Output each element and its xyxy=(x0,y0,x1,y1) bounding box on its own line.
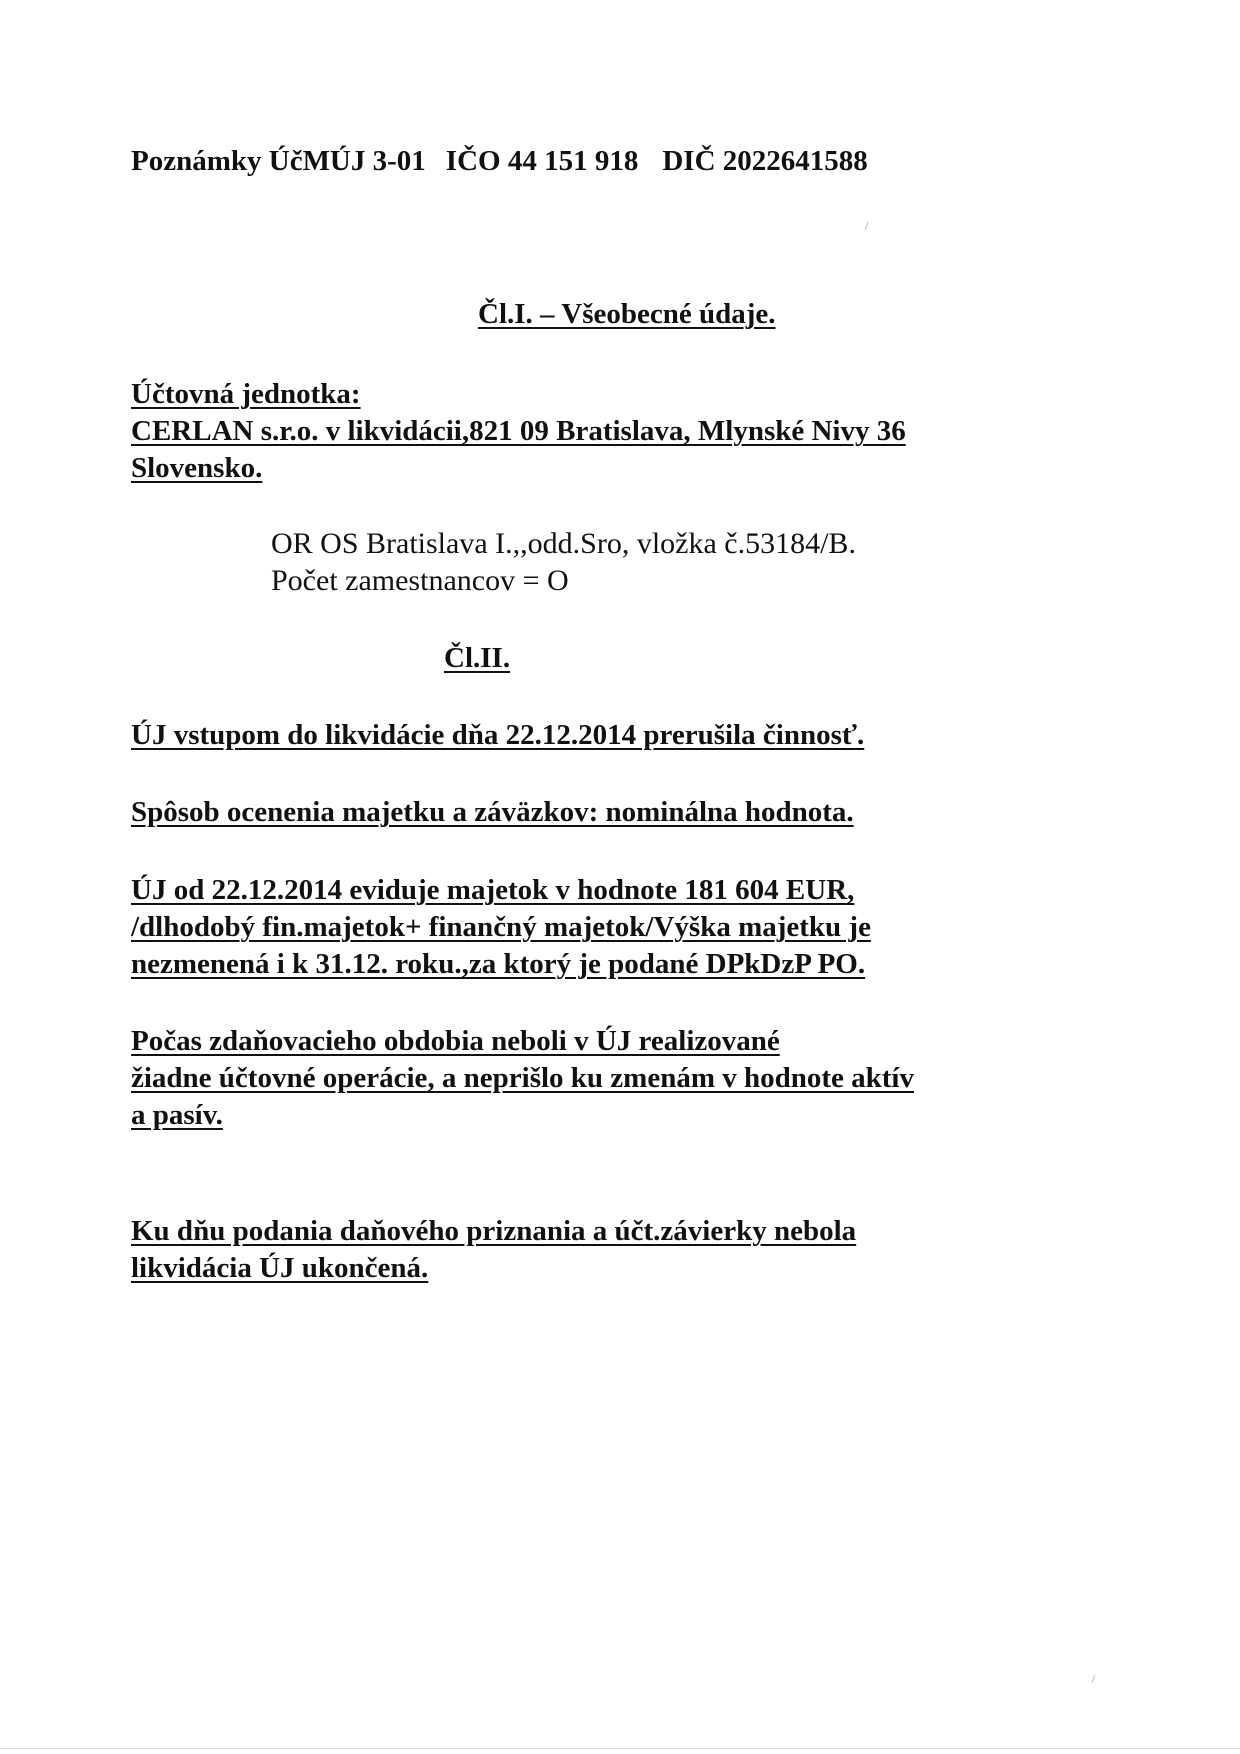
paragraph-status-line-2: likvidácia ÚJ ukončená. xyxy=(131,1252,429,1284)
scan-speck xyxy=(1092,1675,1096,1683)
paragraph-operations-line-2: žiadne účtovné operácie, a neprišlo ku zmenám v hodnote aktív xyxy=(131,1062,914,1094)
scan-speck xyxy=(865,222,869,230)
register-info: OR OS Bratislava I.,,odd.Sro, vložka č.53184/B. xyxy=(271,527,856,560)
paragraph-assets-line-1: ÚJ od 22.12.2014 eviduje majetok v hodnote 181 604 EUR, xyxy=(131,874,855,906)
paragraph-operations-line-1: Počas zdaňovacieho obdobia neboli v ÚJ realizované xyxy=(131,1025,780,1057)
paragraph-liquidation: ÚJ vstupom do likvidácie dňa 22.12.2014 prerušila činnosť. xyxy=(131,719,865,751)
header-ico: IČO 44 151 918 xyxy=(445,145,639,177)
employee-count: Počet zamestnancov = O xyxy=(271,564,569,597)
header-dic: DIČ 2022641588 xyxy=(662,145,868,177)
address-line-2: Slovensko. xyxy=(131,452,263,484)
paragraph-valuation: Spôsob ocenenia majetku a záväzkov: nominálna hodnota. xyxy=(131,796,854,828)
section1-heading: Čl.I. – Všeobecné údaje. xyxy=(478,298,776,330)
paragraph-assets-line-2: /dlhodobý fin.majetok+ finančný majetok/Výška majetku je xyxy=(131,911,871,943)
scan-edge xyxy=(0,1748,1240,1749)
paragraph-assets-line-3: nezmenená i k 31.12. roku.,za ktorý je podané DPkDzP PO. xyxy=(131,948,866,980)
header-title: Poznámky ÚčMÚJ 3-01 xyxy=(131,145,426,177)
paragraph-status-line-1: Ku dňu podania daňového priznania a účt.závierky nebola xyxy=(131,1215,857,1247)
paragraph-operations-line-3: a pasív. xyxy=(131,1099,223,1131)
unit-label: Účtovná jednotka: xyxy=(131,378,361,410)
section2-heading: Čl.II. xyxy=(444,642,511,674)
document-header xyxy=(131,145,868,178)
address-line-1: CERLAN s.r.o. v likvidácii,821 09 Bratislava, Mlynské Nivy 36 xyxy=(131,415,906,447)
